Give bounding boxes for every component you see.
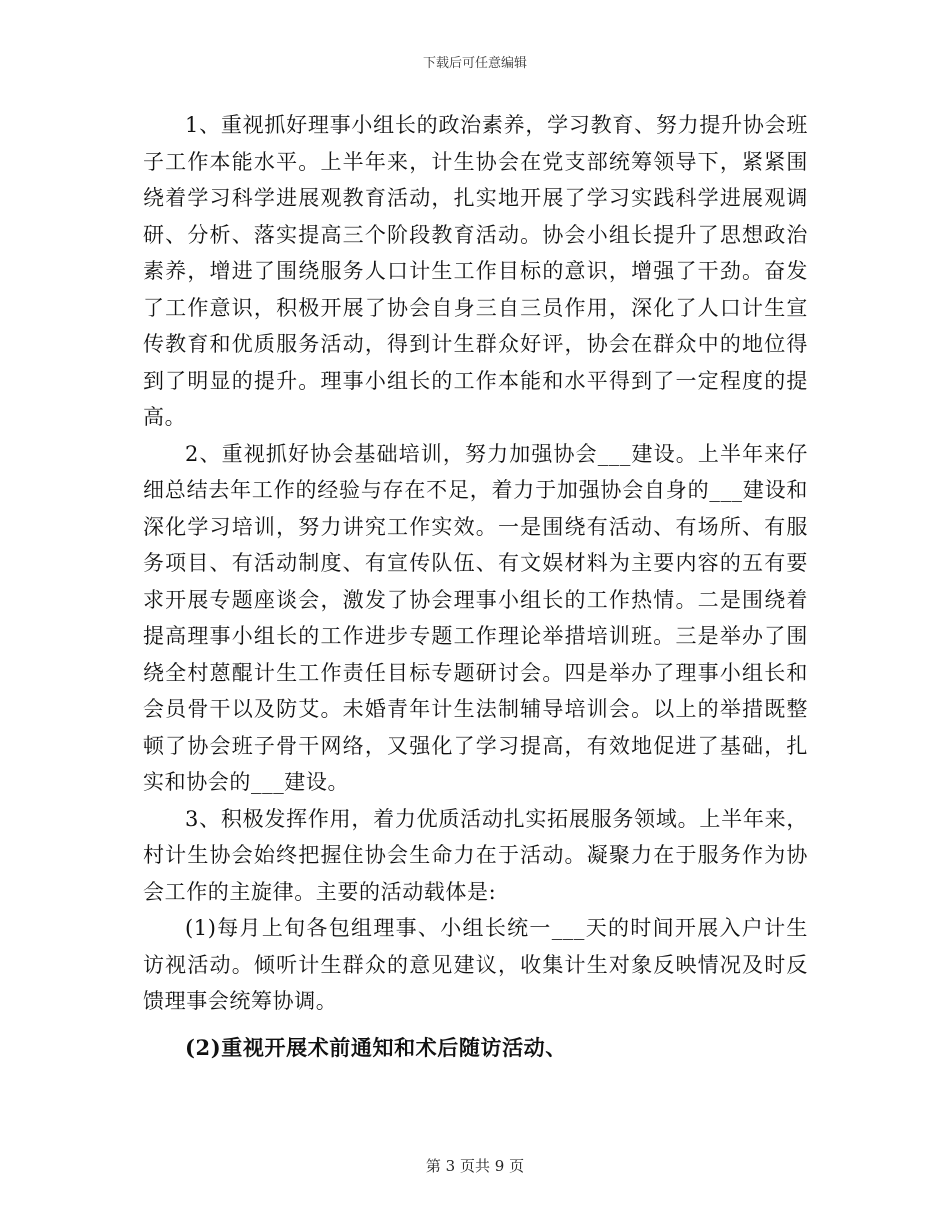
- document-body: [143, 107, 808, 1066]
- paragraph-4: (1)每月上旬各包组理事、小组长统一___天的时间开展入户计生访视活动。倾听计生群众的意见建议，收集计生对象反映情况及时反馈理事会统筹协调。: [143, 916, 808, 1013]
- bold-subheading: (2)重视开展术前通知和术后随访活动、: [185, 1034, 567, 1060]
- paragraph-1: 1、重视抓好理事小组长的政治素养，学习教育、努力提升协会班子工作本能水平。上半年来，计生协会在党支部统筹领导下，紧紧围绕着学习科学进展观教育活动，扎实地开展了学习实践科学进展观调研、分析、落实提高三个阶段教育活动。协会小组长提升了思想政治素养，增进了围绕服务人口计生工作目标的意识，增强了干劲。奋发了工作意识，积极开展了协会自身三自三员作用，深化了人口计生宣传教育和优质服务活动，得到计生群众好评，协会在群众中的地位得到了明显的提升。理事小组长的工作本能和水平得到了一定程度的提高。: [143, 113, 808, 429]
- paragraph-3: 3、积极发挥作用，着力优质活动扎实拓展服务领域。上半年来，村计生协会始终把握住协会生命力在于活动。凝聚力在于服务作为协会工作的主旋律。主要的活动载体是:: [143, 806, 808, 904]
- page-header: 下载后可任意编辑: [422, 56, 527, 71]
- paragraph-2: 2、重视抓好协会基础培训，努力加强协会___建设。上半年来仔细总结去年工作的经验与存在不足，着力于加强协会自身的___建设和深化学习培训，努力讲究工作实效。一是围绕有活动、有场所、有服务项目、有活动制度、有宣传队伍、有文娱材料为主要内容的五有要求开展专题座谈会，激发了协会理事小组长的工作热情。二是围绕着提高理事小组长的工作进步专题工作理论举措培训班。三是举办了围绕全村蒽醌计生工作责任目标专题研讨会。四是举办了理事小组长和会员骨干以及防艾。未婚青年计生法制辅导培训会。以上的举措既整顿了协会班子骨干网络，又强化了学习提高，有效地促进了基础，扎实和协会的___建设。: [143, 441, 808, 794]
- page-number-footer: 第 3 页共 9 页: [425, 1157, 525, 1175]
